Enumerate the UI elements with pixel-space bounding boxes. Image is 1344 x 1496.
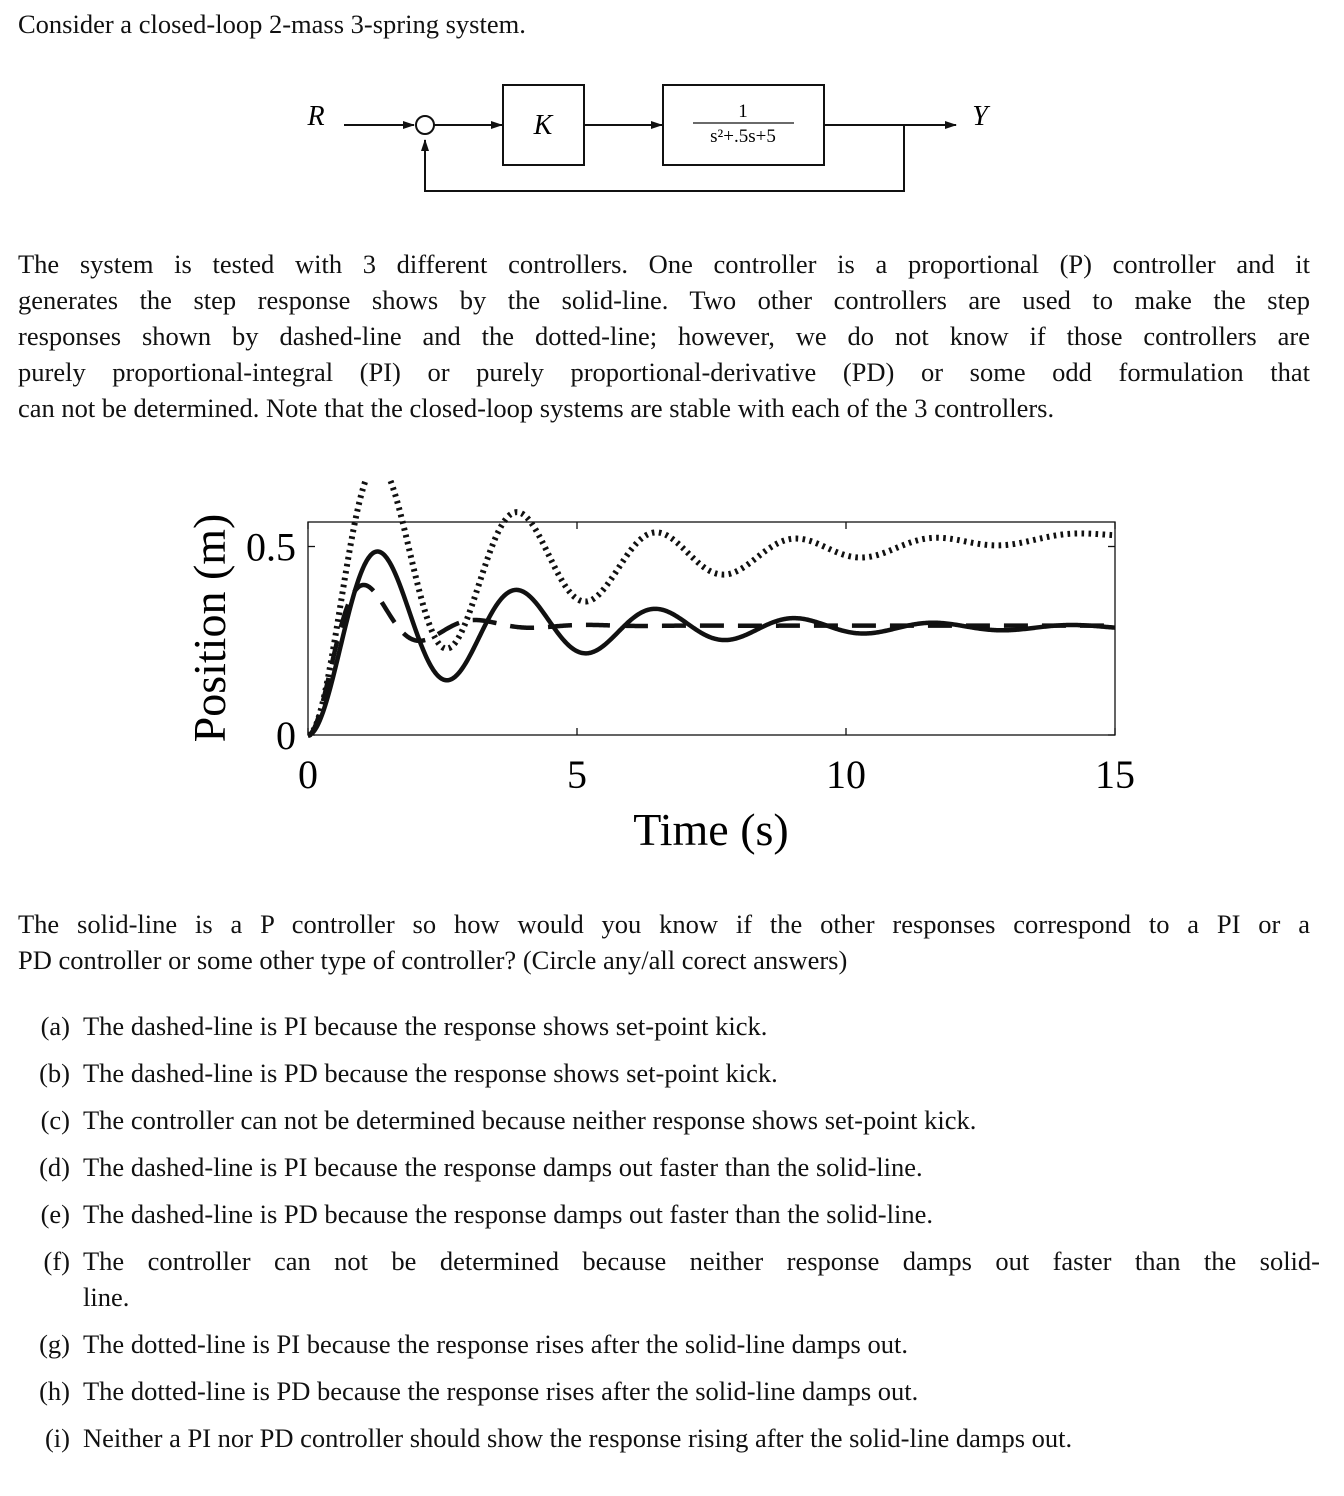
option-label: (h) [39,1376,70,1406]
x-axis-label: Time (s) [633,804,789,855]
output-label-y: Y [972,101,988,132]
paragraph-tested [18,246,1310,426]
option-label: (f) [43,1246,70,1276]
paragraph-question [18,906,1310,978]
option-text: The controller can not be determined because neither response damps out faster than the solid- [83,1246,1320,1276]
x-tick-label: 10 [826,752,866,797]
option-text: line. [83,1282,130,1312]
plant-numerator: 1 [738,101,748,122]
intro-text: Consider a closed-loop 2-mass 3-spring system. [18,9,526,39]
series-solid-line [308,552,1115,735]
option-label: (c) [40,1105,70,1135]
paragraph-tested-line: responses shown by dashed-line and the dotted-line; however, we do not know if those controllers are [18,321,1310,351]
plant-denominator: s²+.5s+5 [710,126,776,147]
option-label: (i) [44,1423,70,1453]
paragraph-question-line: The solid-line is a P controller so how would you know if the other responses correspond to a PI or a [18,909,1310,939]
paragraph-tested-line: purely proportional-integral (PI) or purely proportional-derivative (PD) or some odd formulation that [18,357,1310,387]
option-h[interactable] [0,1373,1320,1409]
answer-options [0,1008,1320,1456]
summing-junction [416,116,434,134]
x-tick-label: 15 [1095,752,1135,797]
option-text: The dashed-line is PI because the response damps out faster than the solid-line. [83,1152,923,1182]
paragraph-tested-line: The system is tested with 3 different controllers. One controller is a proportional (P) controller and it [18,249,1310,279]
option-label: (b) [39,1058,70,1088]
option-label: (e) [40,1199,70,1229]
option-f[interactable] [0,1243,1320,1315]
option-text: The controller can not be determined because neither response shows set-point kick. [83,1105,977,1135]
option-label: (a) [40,1011,70,1041]
option-text: The dashed-line is PI because the response shows set-point kick. [83,1011,768,1041]
x-tick-label: 5 [567,752,587,797]
block-diagram [0,70,1344,200]
option-g[interactable] [0,1326,1320,1362]
option-a[interactable] [0,1008,1320,1044]
y-axis-label: Position (m) [184,513,235,743]
step-response-chart [0,480,1344,880]
input-label-r: R [307,101,325,132]
paragraph-tested-line: generates the step response shows by the solid-line. Two other controllers are used to make the step [18,285,1310,315]
paragraph-question-line: PD controller or some other type of controller? (Circle any/all corect answers) [18,945,848,975]
option-text: The dotted-line is PI because the response rises after the solid-line damps out. [83,1329,908,1359]
series-dotted-line [308,480,1115,735]
paragraph-tested-line: can not be determined. Note that the closed-loop systems are stable with each of the 3 controllers. [18,393,1055,423]
controller-label-k: K [533,110,553,141]
option-c[interactable] [0,1102,1320,1138]
y-tick-label: 0 [276,713,296,758]
x-tick-label: 0 [298,752,318,797]
y-tick-label: 0.5 [246,524,296,570]
option-text: The dashed-line is PD because the response damps out faster than the solid-line. [83,1199,933,1229]
option-i[interactable] [0,1420,1320,1456]
option-text: Neither a PI nor PD controller should show the response rising after the solid-line damps out. [83,1423,1073,1453]
option-label: (g) [39,1329,70,1359]
option-b[interactable] [0,1055,1320,1091]
plant-block [663,85,824,165]
option-text: The dashed-line is PD because the response shows set-point kick. [83,1058,778,1088]
option-e[interactable] [0,1196,1320,1232]
option-text: The dotted-line is PD because the response rises after the solid-line damps out. [83,1376,919,1406]
option-label: (d) [39,1152,70,1182]
option-d[interactable] [0,1149,1320,1185]
